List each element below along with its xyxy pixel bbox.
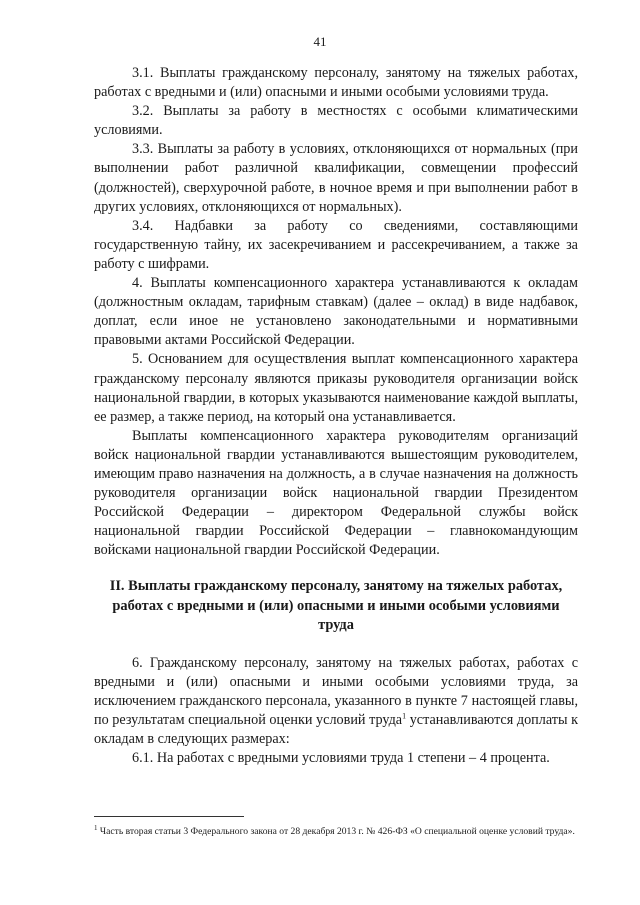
document-body <box>94 64 578 769</box>
footnote-divider <box>94 816 244 817</box>
page-number: 41 <box>313 34 327 49</box>
footnote-text: Часть вторая статьи 3 Федерального закона от 28 декабря 2013 г. № 426-ФЗ «О специальной оценке условий труда». <box>97 826 575 838</box>
footnote <box>94 822 578 838</box>
footnote-reference[interactable]: 1 <box>402 711 407 721</box>
paragraph-5-continued: Выплаты компенсационного характера руководителям организаций войск национальной гвардии устанавливаются вышестоящим руководителем, имеющим право назначения на должность, а в случае назначения на должность руководителя организации войск национальной гвардии Президентом Российской Федерации – директором Федеральной службы войск национальной гвардии Российской Федерации – главнокомандующим войсками национальной гвардии Российской Федерации. <box>94 427 578 559</box>
paragraph-6 <box>94 654 578 749</box>
paragraph-5: 5. Основанием для осуществления выплат компенсационного характера гражданскому персоналу являются приказы руководителя организации войск национальной гвардии, в которых указываются наименование каждой выплаты, ее размер, а также период, на который она устанавливается. <box>94 351 578 425</box>
paragraph-6-text: 6. Гражданскому персоналу, занятому на тяжелых работах, работах с вредными и (или) опасными и иными особыми условиями труда, за исключением гражданского персонала, указанного в пункте 7 настоящей главы, по результатам специальной оценки условий труда <box>94 654 578 729</box>
paragraph-4: 4. Выплаты компенсационного характера устанавливаются к окладам (должностным окладам, тарифным ставкам) (далее – оклад) в виде надбавок, доплат, если иное не установлено законодательными и нормативными правовыми актами Российской Федерации. <box>94 275 578 349</box>
paragraph-3-4: 3.4. Надбавки за работу со сведениями, составляющими государственную тайну, их засекречиванием и рассекречиванием, а также за работу с шифрами. <box>94 217 578 272</box>
paragraph-6-1: 6.1. На работах с вредными условиями труда 1 степени – 4 процента. <box>132 750 550 767</box>
section-heading: II. Выплаты гражданскому персоналу, занятому на тяжелых работах, работах с вредными и (или) опасными и иными особыми условиями труда <box>109 578 563 634</box>
paragraph-6-text-end: устанавливаются доплаты к окладам в следующих размерах: <box>94 712 578 748</box>
paragraph-3-2: 3.2. Выплаты за работу в местностях с особыми климатическими условиями. <box>94 103 578 139</box>
footnote-marker: 1 <box>94 824 98 832</box>
paragraph-3-3: 3.3. Выплаты за работу в условиях, отклоняющихся от нормальных (при выполнении работ различной квалификации, совмещении профессий (должностей), сверхурочной работе, в ночное время и при выполнении работ в других условиях, отклоняющихся от нормальных). <box>94 141 578 215</box>
paragraph-3-1: 3.1. Выплаты гражданскому персоналу, занятому на тяжелых работах, работах с вредными и (или) опасными и иными особыми условиями труда. <box>94 65 578 101</box>
